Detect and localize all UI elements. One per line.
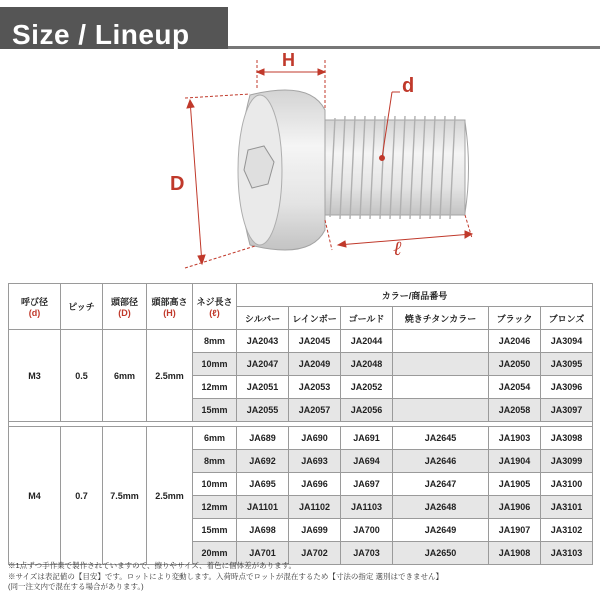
note-line: ※1点ずつ手作業で製作されていますので、擦りやサイズ、着色に個体差があります。 — [8, 561, 297, 570]
product-code-cell: JA696 — [289, 473, 341, 496]
header-title-box — [0, 7, 228, 49]
length-cell: 15mm — [193, 519, 237, 542]
product-code-cell: JA3102 — [541, 519, 593, 542]
product-code-cell: JA2048 — [341, 353, 393, 376]
header-color-gold: ゴールド — [341, 307, 393, 330]
length-cell: 12mm — [193, 496, 237, 519]
screw-diagram — [160, 50, 490, 275]
header-color-silver: シルバー — [237, 307, 289, 330]
lineup-table — [8, 283, 593, 565]
product-code-cell: JA1101 — [237, 496, 289, 519]
size-cell: M3 — [9, 330, 61, 422]
product-code-cell: JA2053 — [289, 376, 341, 399]
length-cell: 15mm — [193, 399, 237, 422]
header-rule — [228, 46, 600, 49]
product-code-cell: JA692 — [237, 450, 289, 473]
m3-group — [9, 330, 593, 422]
label-d-big: D — [170, 173, 185, 195]
product-code-cell: JA2051 — [237, 376, 289, 399]
header-color-bronze: ブロンズ — [541, 307, 593, 330]
table-row — [9, 427, 593, 450]
product-code-cell: JA2646 — [393, 450, 489, 473]
product-code-cell: JA701 — [237, 542, 289, 565]
head-height-cell: 2.5mm — [147, 330, 193, 422]
product-code-cell: JA3098 — [541, 427, 593, 450]
product-code-cell: JA3097 — [541, 399, 593, 422]
length-cell: 6mm — [193, 427, 237, 450]
product-code-cell: JA1904 — [489, 450, 541, 473]
length-cell: 12mm — [193, 376, 237, 399]
head-diameter-cell: 6mm — [103, 330, 147, 422]
header-pitch: ピッチ — [61, 284, 103, 330]
product-code-cell: JA700 — [341, 519, 393, 542]
product-code-cell: JA2058 — [489, 399, 541, 422]
header-head-h: 頭部高さ (H) — [147, 284, 193, 330]
product-code-cell: JA690 — [289, 427, 341, 450]
product-code-cell: JA2649 — [393, 519, 489, 542]
product-code-cell: JA1102 — [289, 496, 341, 519]
product-code-cell: JA3103 — [541, 542, 593, 565]
product-code-cell: JA1906 — [489, 496, 541, 519]
product-code-cell: JA1908 — [489, 542, 541, 565]
pitch-cell: 0.7 — [61, 427, 103, 565]
product-code-cell: JA1905 — [489, 473, 541, 496]
product-code-cell: JA2650 — [393, 542, 489, 565]
product-code-cell: JA2045 — [289, 330, 341, 353]
product-code-cell: JA2049 — [289, 353, 341, 376]
product-code-cell: JA694 — [341, 450, 393, 473]
header-color-group: カラー/商品番号 — [237, 284, 593, 307]
header-color-burnt-titanium: 焼きチタンカラー — [393, 307, 489, 330]
product-code-cell: JA1103 — [341, 496, 393, 519]
product-code-cell: JA695 — [237, 473, 289, 496]
product-code-cell: JA689 — [237, 427, 289, 450]
product-code-cell: JA2648 — [393, 496, 489, 519]
product-code-cell: JA2047 — [237, 353, 289, 376]
note-line: ※サイズは表記値の【目安】です。ロットにより変動します。入荷時点でロットが混在するため【寸法の指定 選別はできません】 — [8, 571, 443, 581]
product-code-cell: JA2054 — [489, 376, 541, 399]
header-head-d: 頭部径 (D) — [103, 284, 147, 330]
product-code-cell: JA2043 — [237, 330, 289, 353]
product-code-cell: JA3095 — [541, 353, 593, 376]
product-code-cell: JA699 — [289, 519, 341, 542]
product-code-cell: JA1903 — [489, 427, 541, 450]
product-code-cell: JA2046 — [489, 330, 541, 353]
product-code-cell: JA691 — [341, 427, 393, 450]
note-line: (同一注文内で混在する場合があります。) — [8, 582, 144, 591]
header — [0, 0, 600, 56]
header-color-black: ブラック — [489, 307, 541, 330]
label-h: H — [282, 50, 295, 70]
pitch-cell: 0.5 — [61, 330, 103, 422]
label-d-small: d — [402, 75, 415, 97]
product-code-cell: JA703 — [341, 542, 393, 565]
product-code-cell — [393, 376, 489, 399]
length-cell: 10mm — [193, 353, 237, 376]
product-code-cell — [393, 399, 489, 422]
head-diameter-cell: 7.5mm — [103, 427, 147, 565]
product-code-cell: JA1907 — [489, 519, 541, 542]
header-call: 呼び径 (d) — [9, 284, 61, 330]
length-cell: 10mm — [193, 473, 237, 496]
length-cell: 8mm — [193, 330, 237, 353]
m4-group — [9, 427, 593, 565]
product-code-cell: JA2050 — [489, 353, 541, 376]
product-code-cell: JA2052 — [341, 376, 393, 399]
head-height-cell: 2.5mm — [147, 427, 193, 565]
product-code-cell: JA2055 — [237, 399, 289, 422]
product-code-cell: JA3100 — [541, 473, 593, 496]
product-code-cell: JA3096 — [541, 376, 593, 399]
product-code-cell: JA2057 — [289, 399, 341, 422]
size-cell: M4 — [9, 427, 61, 565]
length-cell: 8mm — [193, 450, 237, 473]
product-code-cell: JA2044 — [341, 330, 393, 353]
length-cell: 20mm — [193, 542, 237, 565]
header-color-rainbow: レインボー — [289, 307, 341, 330]
label-l: ℓ — [393, 236, 402, 260]
table-row — [9, 330, 593, 353]
product-code-cell: JA693 — [289, 450, 341, 473]
header-title: Size / Lineup — [12, 19, 190, 50]
product-code-cell: JA697 — [341, 473, 393, 496]
notes — [8, 561, 598, 593]
product-code-cell: JA2647 — [393, 473, 489, 496]
product-code-cell: JA3099 — [541, 450, 593, 473]
product-code-cell — [393, 353, 489, 376]
header-screw-length: ネジ長さ (ℓ) — [193, 284, 237, 330]
product-code-cell — [393, 330, 489, 353]
product-code-cell: JA702 — [289, 542, 341, 565]
product-code-cell: JA698 — [237, 519, 289, 542]
product-code-cell: JA3094 — [541, 330, 593, 353]
product-code-cell: JA2645 — [393, 427, 489, 450]
product-code-cell: JA3101 — [541, 496, 593, 519]
screw-body — [238, 90, 469, 250]
product-code-cell: JA2056 — [341, 399, 393, 422]
